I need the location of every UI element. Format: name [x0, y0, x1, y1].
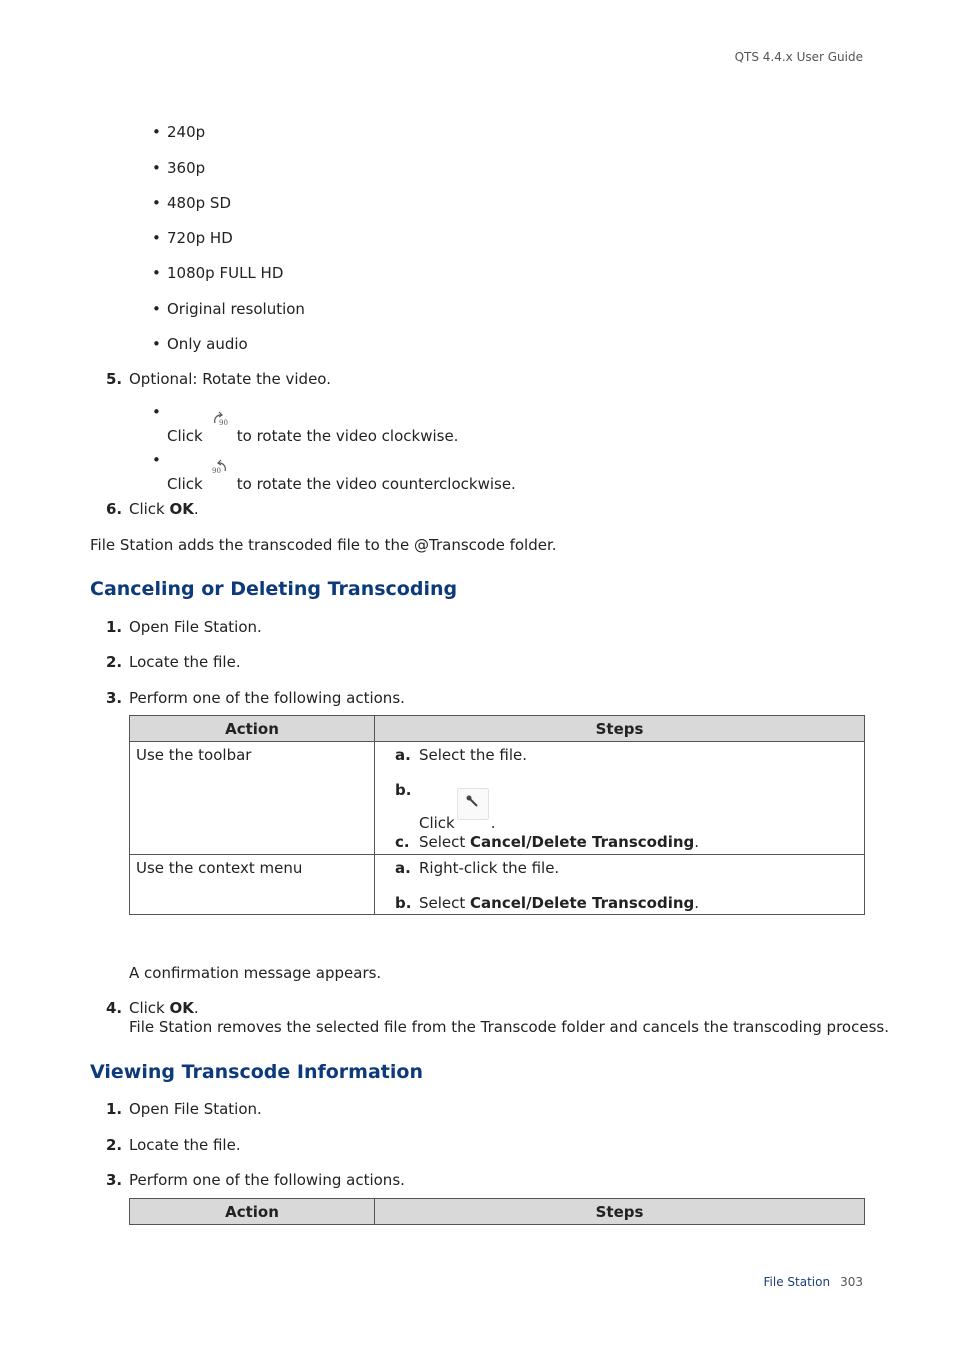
table-cell-steps — [375, 855, 865, 915]
table-header-steps: Steps — [375, 716, 865, 742]
step-text: Locate the file. — [129, 653, 241, 671]
step-number: 5. — [106, 370, 123, 388]
substep: b. — [395, 781, 412, 799]
header-title: QTS 4.4.x User Guide — [734, 50, 863, 64]
table-row — [130, 742, 865, 855]
list-item-rotate-counterclockwise: •Click 90 to rotate the video counterclockwise. — [152, 451, 516, 493]
substep-text: Click . — [419, 798, 496, 832]
step-text: Click OK. — [129, 500, 199, 518]
footer — [764, 1275, 863, 1289]
rotate-clockwise-icon — [207, 407, 233, 433]
list-item: • 1080p FULL HD — [152, 264, 284, 282]
page-number: 303 — [840, 1275, 863, 1289]
list-item-rotate-clockwise: •Click 90 to rotate the video clockwise. — [152, 403, 459, 445]
list-item: • Original resolution — [152, 300, 305, 318]
table-header-row — [130, 716, 865, 742]
svg-text:90: 90 — [211, 467, 221, 475]
step-number: 1. — [106, 618, 123, 636]
table-header-action: Action — [130, 716, 375, 742]
substep: a. Select the file. — [395, 746, 528, 764]
paragraph: A confirmation message appears. — [129, 964, 382, 982]
step-text: Open File Station. — [129, 1100, 262, 1118]
list-item: • 720p HD — [152, 229, 233, 247]
list-item: • 360p — [152, 159, 206, 177]
step-number: 2. — [106, 1136, 123, 1154]
step-text: Click OK. — [129, 999, 199, 1017]
step-number: 6. — [106, 500, 123, 518]
table-row — [130, 855, 865, 915]
table-header-steps: Steps — [375, 1199, 865, 1225]
list-item: • Only audio — [152, 335, 248, 353]
step-text: Open File Station. — [129, 618, 262, 636]
step-description: File Station removes the selected file from the Transcode folder and cancels the transcoding process. — [129, 1018, 889, 1036]
step-text: Locate the file. — [129, 1136, 241, 1154]
table-cell-action: Use the toolbar — [130, 742, 375, 855]
section-heading: Viewing Transcode Information — [90, 1061, 423, 1083]
table-header-row — [130, 1199, 865, 1225]
step-number: 4. — [106, 999, 123, 1017]
svg-text:90: 90 — [218, 419, 228, 427]
step-text: Perform one of the following actions. — [129, 689, 405, 707]
step-number: 1. — [106, 1100, 123, 1118]
list-item: • 240p — [152, 123, 206, 141]
step-text: Optional: Rotate the video. — [129, 370, 331, 388]
substep: c. Select Cancel/Delete Transcoding. — [395, 833, 700, 851]
actions-table — [129, 715, 865, 915]
rotate-counterclockwise-icon — [207, 455, 233, 481]
step-text: Perform one of the following actions. — [129, 1171, 405, 1189]
list-item: • 480p SD — [152, 194, 231, 212]
footer-section: File Station — [763, 1275, 831, 1289]
step-number: 3. — [106, 1171, 123, 1189]
paragraph: File Station adds the transcoded file to the @Transcode folder. — [90, 536, 557, 554]
substep: b. Select Cancel/Delete Transcoding. — [395, 894, 700, 912]
actions-table — [129, 1198, 865, 1225]
step-number: 3. — [106, 689, 123, 707]
table-cell-action: Use the context menu — [130, 855, 375, 915]
table-header-action: Action — [130, 1199, 375, 1225]
table-cell-steps — [375, 742, 865, 855]
section-heading: Canceling or Deleting Transcoding — [90, 578, 458, 600]
step-number: 2. — [106, 653, 123, 671]
substep: a. Right-click the file. — [395, 859, 560, 877]
wrench-icon — [457, 788, 489, 820]
